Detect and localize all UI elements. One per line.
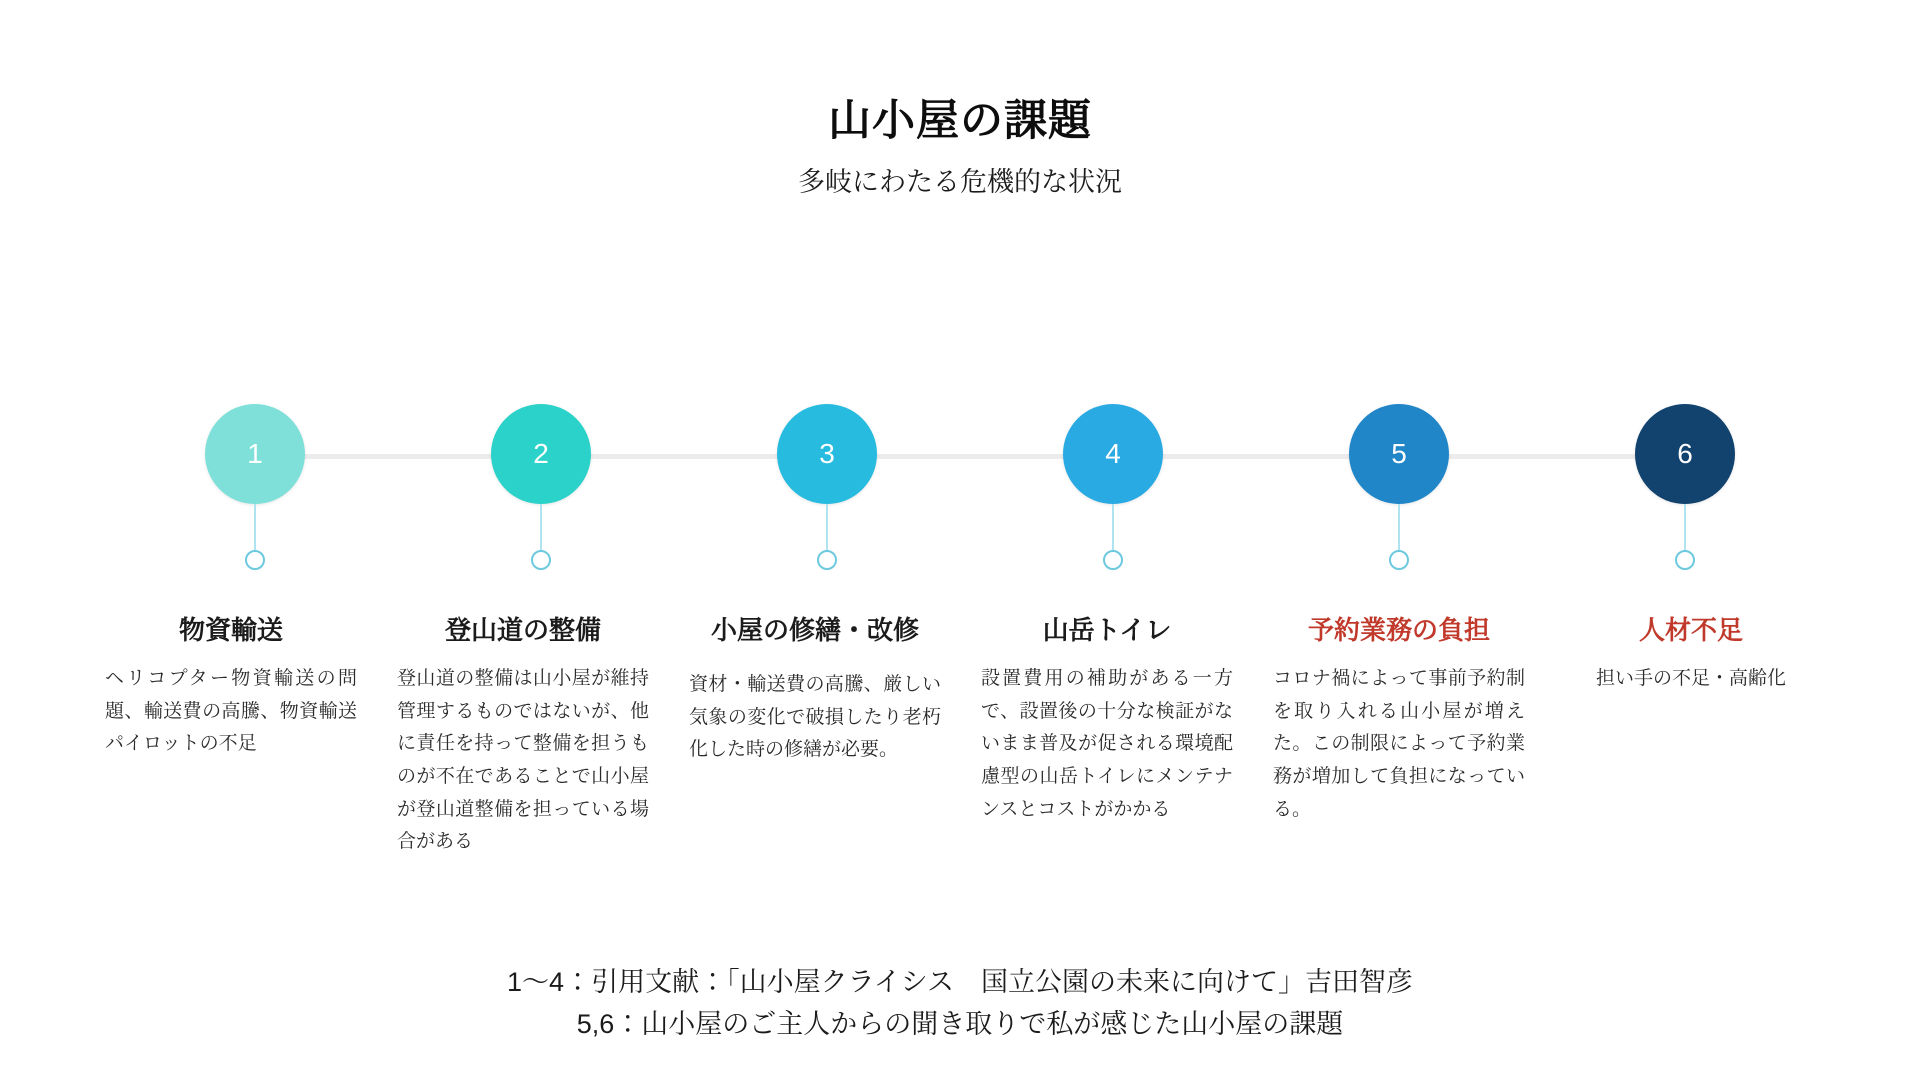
step-dot-4 — [1103, 550, 1123, 570]
column-6-body: 担い手の不足・高齢化 — [1595, 667, 1786, 689]
timeline-node-6[interactable] — [1580, 404, 1790, 570]
page-title: 山小屋の課題 — [828, 97, 1092, 145]
footer-citation-line-2: 5,6：山小屋のご主人からの聞き取りで私が感じた山小屋の課題 — [576, 1009, 1344, 1040]
step-circle-6[interactable] — [1635, 404, 1735, 504]
column-3 — [679, 612, 951, 859]
step-circle-5[interactable] — [1349, 404, 1449, 504]
step-number-6: 6 — [1677, 438, 1693, 469]
step-dot-3 — [817, 550, 837, 570]
column-1-body: ヘリコプター物資輸送の問題、輸送費の高騰、物資輸送パイロットの不足 — [105, 667, 357, 755]
page-subtitle: 多岐にわたる危機的な状況 — [798, 166, 1122, 197]
step-stem-1 — [254, 504, 256, 552]
column-2 — [387, 612, 659, 859]
footer-citation-line-1: 1〜4：引用文献：「山小屋クライシス 国立公園の未来に向けて」吉田智彦 — [507, 967, 1413, 998]
step-dot-5 — [1389, 550, 1409, 570]
column-5-body: コロナ禍によって事前予約制を取り入れる山小屋が増えた。この制限によって予約業務が増加して負担になっている。 — [1273, 667, 1525, 820]
step-number-5: 5 — [1391, 438, 1407, 469]
footer — [0, 962, 1920, 1046]
step-dot-1 — [245, 550, 265, 570]
column-4-heading: 山岳トイレ — [1042, 615, 1172, 645]
step-number-2: 2 — [533, 438, 549, 469]
timeline-node-3[interactable] — [722, 404, 932, 570]
step-circle-3[interactable] — [777, 404, 877, 504]
timeline — [0, 404, 1920, 524]
column-1 — [95, 612, 367, 859]
column-6 — [1555, 612, 1827, 859]
timeline-node-2[interactable] — [436, 404, 646, 570]
content-columns — [95, 612, 1845, 859]
column-2-body: 登山道の整備は山小屋が維持管理するものではないが、他に責任を持って整備を担うものが不在であることで山小屋が登山道整備を担っている場合がある — [397, 667, 649, 853]
column-4-body: 設置費用の補助がある一方で、設置後の十分な検証がないまま普及が促される環境配慮型の山岳トイレにメンテナンスとコストがかかる — [981, 667, 1233, 820]
step-number-4: 4 — [1105, 438, 1121, 469]
step-circle-1[interactable] — [205, 404, 305, 504]
column-4 — [971, 612, 1243, 859]
step-stem-3 — [826, 504, 828, 552]
timeline-node-1[interactable] — [150, 404, 360, 570]
step-number-1: 1 — [247, 438, 263, 469]
step-circle-2[interactable] — [491, 404, 591, 504]
column-6-heading: 人材不足 — [1638, 615, 1743, 645]
step-stem-2 — [540, 504, 542, 552]
column-5 — [1263, 612, 1535, 859]
step-stem-6 — [1684, 504, 1686, 552]
slide-header — [0, 96, 1920, 198]
column-1-heading: 物資輸送 — [178, 615, 283, 645]
step-stem-5 — [1398, 504, 1400, 552]
step-dot-2 — [531, 550, 551, 570]
step-circle-4[interactable] — [1063, 404, 1163, 504]
timeline-nodes — [150, 404, 1790, 524]
column-3-heading: 小屋の修繕・改修 — [710, 615, 919, 645]
timeline-node-5[interactable] — [1294, 404, 1504, 570]
column-5-heading: 予約業務の負担 — [1307, 615, 1490, 645]
step-number-3: 3 — [819, 438, 835, 469]
column-3-body: 資材・輸送費の高騰、厳しい気象の変化で破損したり老朽化した時の修繕が必要。 — [689, 673, 941, 761]
column-2-heading: 登山道の整備 — [444, 615, 601, 645]
timeline-node-4[interactable] — [1008, 404, 1218, 570]
step-stem-4 — [1112, 504, 1114, 552]
step-dot-6 — [1675, 550, 1695, 570]
